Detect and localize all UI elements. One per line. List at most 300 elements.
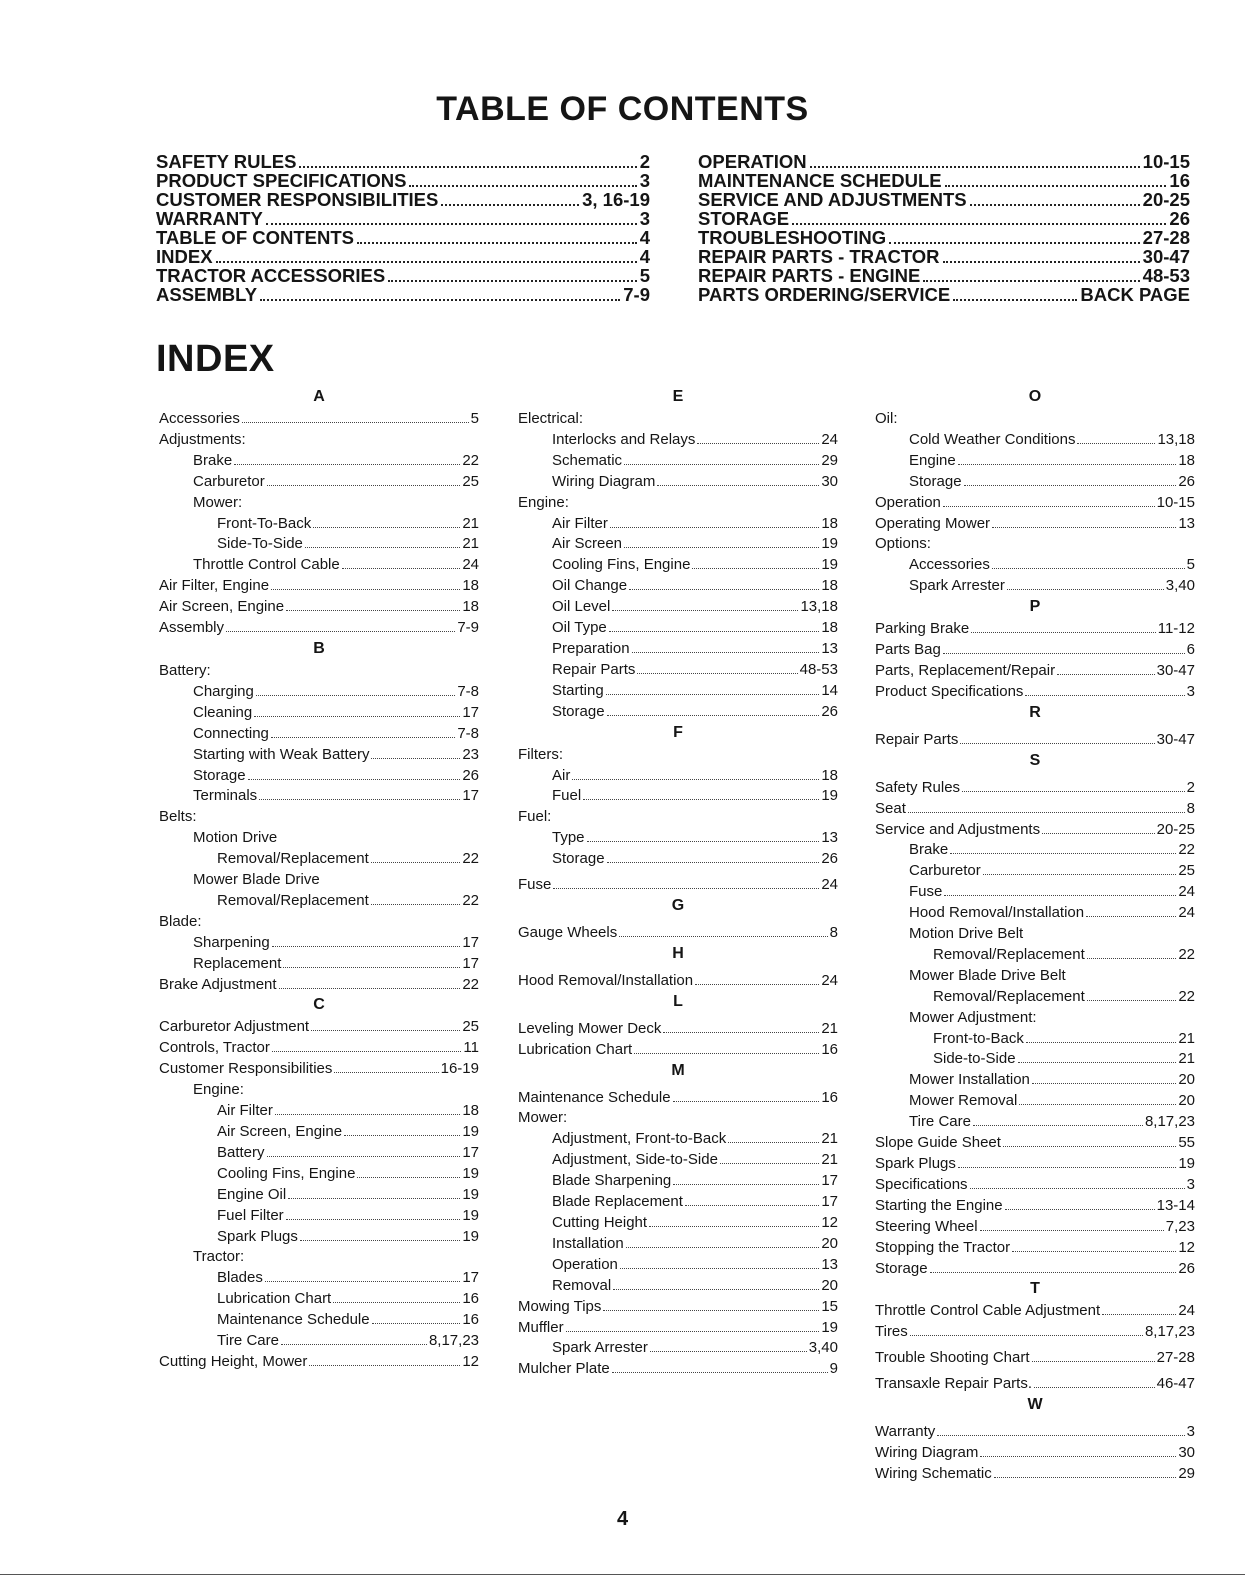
index-entry — [159, 1206, 479, 1227]
toc-entry — [156, 285, 650, 304]
dot-leader — [1034, 1387, 1155, 1388]
index-entry-label: Cooling Fins, Engine — [552, 556, 691, 574]
dot-leader — [657, 485, 819, 486]
dot-leader — [964, 485, 1177, 486]
index-entry-label: Carburetor — [193, 472, 265, 490]
index-entry-label: Removal/Replacement — [217, 850, 369, 868]
index-entry — [875, 1374, 1195, 1395]
dot-leader — [889, 242, 1140, 244]
index-entry-page: 25 — [462, 1018, 479, 1036]
index-entry — [159, 766, 479, 787]
index-entry — [159, 618, 479, 639]
toc-entry-label: REPAIR PARTS - ENGINE — [698, 265, 921, 286]
index-entry-label: Fuel: — [518, 808, 552, 826]
toc-entry — [156, 266, 650, 285]
index-entry-page: 18 — [1178, 451, 1195, 469]
dot-leader — [624, 464, 819, 465]
index-entry — [518, 828, 838, 849]
index-entry-label: Spark Plugs — [875, 1155, 956, 1172]
index-entry-page: 7-9 — [457, 619, 479, 637]
index-entry-label: Carburetor — [909, 862, 981, 880]
index-entry-page: 19 — [1178, 1155, 1195, 1172]
index-entry-label: Front-To-Back — [217, 514, 312, 532]
index-entry — [875, 840, 1195, 861]
index-entry-label: Product Specifications — [875, 682, 1024, 700]
dot-leader — [619, 936, 827, 937]
index-entry-page: 18 — [821, 766, 838, 784]
index-entry-label: Storage — [552, 850, 605, 868]
index-entry-label: Repair Parts — [552, 660, 636, 678]
dot-leader — [272, 1051, 462, 1052]
index-entry-page: 3 — [1186, 1423, 1195, 1441]
index-entry-page: 11-12 — [1157, 620, 1195, 638]
index-entry-page: 22 — [1178, 841, 1195, 859]
index-entry-label: Maintenance Schedule — [518, 1088, 671, 1106]
dot-leader — [607, 715, 820, 716]
index-entry-page: 20 — [821, 1276, 838, 1294]
dot-leader — [910, 1335, 1143, 1336]
index-entry-label: Stopping the Tractor — [875, 1238, 1011, 1256]
index-entry-label: Blade Replacement — [552, 1193, 683, 1211]
dot-leader — [566, 1331, 820, 1332]
index-entry — [518, 1088, 838, 1109]
index-entry — [518, 1276, 838, 1297]
index-entry — [875, 1091, 1195, 1112]
index-entry-page: 21 — [1178, 1050, 1195, 1068]
index-entry-label: Lubrication Chart — [217, 1290, 332, 1308]
index-column-1 — [159, 387, 479, 1373]
index-entry — [518, 849, 838, 870]
index-entry-page: 18 — [462, 1102, 479, 1120]
index-entry-page: 7-8 — [457, 724, 479, 742]
index-entry-label: Spark Arrester — [909, 577, 1005, 595]
index-entry-label: Electrical: — [518, 410, 584, 427]
index-entry-label: Storage — [193, 766, 246, 784]
dot-leader — [371, 904, 461, 905]
index-entry — [875, 1348, 1195, 1369]
dot-leader — [673, 1101, 820, 1102]
dot-leader — [908, 812, 1185, 813]
dot-leader — [300, 1240, 460, 1241]
index-entry — [875, 1008, 1195, 1029]
index-entry — [518, 1171, 838, 1192]
dot-leader — [357, 242, 637, 244]
index-entry-label: Tires — [875, 1323, 908, 1341]
index-entry — [875, 451, 1195, 472]
index-entry-page: 19 — [462, 1123, 479, 1140]
index-entry — [875, 820, 1195, 841]
index-entry-label: Throttle Control Cable Adjustment — [875, 1302, 1101, 1320]
index-entry-page: 17 — [462, 787, 479, 805]
index-entry-page: 19 — [462, 1227, 479, 1245]
toc-entry — [156, 209, 650, 228]
toc-entry-label: PARTS ORDERING/SERVICE — [698, 284, 951, 305]
index-entry — [875, 576, 1195, 597]
index-entry-label: Service and Adjustments — [875, 820, 1041, 838]
index-entry-page: 8 — [1186, 799, 1195, 817]
index-entry-page: 10-15 — [1156, 493, 1195, 511]
index-entry — [875, 555, 1195, 576]
dot-leader — [388, 280, 636, 282]
index-entry-page: 8,17,23 — [428, 1332, 479, 1350]
index-entry-label: Cleaning — [193, 703, 253, 721]
toc-entry — [698, 152, 1190, 171]
index-entry — [159, 472, 479, 493]
index-entry-label: Adjustment, Side-to-Side — [552, 1151, 718, 1169]
dot-leader — [606, 694, 820, 695]
index-letter-heading: S — [1029, 751, 1041, 769]
index-letter-heading: C — [313, 996, 325, 1014]
index-entry-label: Tire Care — [909, 1113, 971, 1131]
dot-leader — [1025, 695, 1184, 696]
index-entry-label: Fuse — [518, 876, 552, 894]
toc-entry-label: PRODUCT SPECIFICATIONS — [156, 170, 407, 191]
index-letter-heading: H — [672, 944, 684, 962]
index-entry — [518, 875, 838, 896]
index-entry-page: 22 — [1178, 945, 1195, 963]
index-entry — [875, 987, 1195, 1008]
toc-entry-page: 16 — [1169, 170, 1190, 191]
dot-leader — [1042, 833, 1155, 834]
index-entry-page: 29 — [821, 451, 838, 469]
index-entry-page: 21 — [1178, 1029, 1195, 1047]
index-entry-page: 13,18 — [800, 598, 838, 616]
dot-leader — [305, 547, 460, 548]
index-entry-page: 17 — [462, 1269, 479, 1287]
index-entry-label: Cooling Fins, Engine — [217, 1164, 356, 1182]
index-entry-page: 26 — [1178, 1259, 1195, 1277]
index-letter-heading: F — [673, 723, 683, 741]
index-entry-label: Parts, Replacement/Repair — [875, 661, 1056, 679]
index-entry-page: 30-47 — [1156, 730, 1195, 748]
toc-entry — [698, 247, 1190, 266]
dot-leader — [1012, 1251, 1176, 1252]
toc-entry-page: 7-9 — [623, 284, 650, 305]
index-entry-page: 19 — [821, 535, 838, 553]
index-entry — [875, 682, 1195, 703]
index-entry-label: Repair Parts — [875, 730, 959, 748]
index-entry — [518, 430, 838, 451]
dot-leader — [626, 1247, 820, 1248]
dot-leader — [309, 1365, 460, 1366]
index-entry — [875, 1217, 1195, 1238]
index-entry-label: Warranty — [875, 1423, 936, 1441]
index-entry-label: Tractor: — [193, 1248, 245, 1266]
index-entry-label: Motion Drive Belt — [909, 925, 1024, 943]
index-entry-page: 22 — [462, 891, 479, 909]
dot-leader — [697, 443, 819, 444]
index-entry — [518, 1255, 838, 1276]
dot-leader — [609, 631, 820, 632]
index-entry-label: Engine: — [518, 493, 569, 511]
toc-entry-label: MAINTENANCE SCHEDULE — [698, 170, 942, 191]
index-entry — [159, 1059, 479, 1080]
dot-leader — [950, 853, 1176, 854]
index-entry — [159, 1331, 479, 1352]
dot-leader — [992, 568, 1185, 569]
index-entry-page: 30 — [1178, 1443, 1195, 1461]
index-entry — [875, 778, 1195, 799]
index-entry-label: Seat — [875, 799, 906, 817]
index-entry — [159, 1247, 479, 1268]
dot-leader — [930, 1272, 1177, 1273]
dot-leader — [266, 223, 637, 225]
index-entry — [518, 745, 838, 766]
index-entry-label: Brake — [193, 451, 233, 469]
index-entry — [159, 1352, 479, 1373]
index-entry-page: 13-14 — [1156, 1196, 1195, 1214]
index-entry-page: 21 — [462, 514, 479, 532]
dot-leader — [992, 527, 1176, 528]
index-entry — [159, 1101, 479, 1122]
index-entry — [518, 971, 838, 992]
index-entry-label: Fuel — [552, 787, 582, 805]
page-number: 4 — [616, 1508, 629, 1530]
index-entry — [518, 1108, 838, 1129]
index-letter-heading: A — [313, 388, 325, 405]
index-entry-label: Mower Installation — [909, 1071, 1030, 1089]
dot-leader — [281, 1344, 427, 1345]
toc-right-column — [698, 152, 1190, 304]
dot-leader — [271, 589, 460, 590]
index-entry — [518, 681, 838, 702]
index-entry-page: 16 — [462, 1290, 479, 1308]
index-entry — [159, 1122, 479, 1143]
dot-leader — [299, 166, 636, 168]
index-entry-page: 8 — [829, 923, 838, 941]
index-entry — [518, 1019, 838, 1040]
dot-leader — [272, 946, 461, 947]
toc-entry — [698, 190, 1190, 209]
toc-entry-label: TRACTOR ACCESSORIES — [156, 265, 386, 286]
index-entry-label: Side-To-Side — [217, 535, 303, 553]
toc-entry — [698, 209, 1190, 228]
index-entry-page: 13 — [821, 829, 838, 847]
index-entry-label: Oil Change — [552, 577, 628, 595]
dot-leader — [610, 527, 819, 528]
index-entry-label: Steering Wheel — [875, 1217, 978, 1235]
index-entry — [875, 1443, 1195, 1464]
index-entry-label: Trouble Shooting Chart — [875, 1349, 1030, 1367]
dot-leader — [572, 779, 819, 780]
toc-entry-label: OPERATION — [698, 151, 807, 172]
index-entry-page: 18 — [821, 619, 838, 637]
index-entry — [159, 555, 479, 576]
index-entry-label: Mower Blade Drive Belt — [909, 966, 1066, 984]
index-entry-label: Lubrication Chart — [518, 1040, 633, 1058]
dot-leader — [267, 485, 461, 486]
index-entry — [875, 903, 1195, 924]
toc-entry-page: 30-47 — [1142, 246, 1190, 267]
dot-leader — [1087, 958, 1177, 959]
index-entry-page: 3 — [1186, 1175, 1195, 1193]
index-column-2 — [518, 387, 838, 1380]
index-entry — [159, 703, 479, 724]
index-entry-label: Blades — [217, 1269, 263, 1287]
index-entry-label: Blade: — [159, 912, 202, 930]
toc-entry — [156, 152, 650, 171]
index-entry — [518, 766, 838, 787]
dot-leader — [371, 758, 460, 759]
index-entry-label: Customer Responsibilities — [159, 1060, 333, 1078]
dot-leader — [980, 1230, 1164, 1231]
dot-leader — [971, 632, 1156, 633]
index-entry-page: 19 — [462, 1185, 479, 1203]
index-entry-page: 7,23 — [1165, 1217, 1195, 1235]
index-entry-label: Options: — [875, 535, 931, 553]
index-entry — [875, 882, 1195, 903]
toc-entry-page: 26 — [1169, 208, 1190, 229]
index-entry-page: 9 — [829, 1360, 838, 1378]
dot-leader — [1087, 1000, 1177, 1001]
dot-leader — [333, 1302, 460, 1303]
toc-entry — [156, 247, 650, 266]
index-entry-label: Blade Sharpening — [552, 1172, 672, 1190]
dot-leader — [962, 791, 1185, 792]
toc-entry-page: 4 — [639, 246, 650, 267]
dot-leader — [970, 1188, 1185, 1189]
index-entry — [875, 730, 1195, 751]
index-entry-label: Specifications — [875, 1175, 968, 1193]
index-entry-page: 19 — [821, 556, 838, 574]
index-entry-label: Oil: — [875, 410, 898, 427]
index-entry — [159, 1268, 479, 1289]
toc-entry-label: TROUBLESHOOTING — [698, 227, 887, 248]
index-entry-page: 17 — [462, 1143, 479, 1161]
toc-entry — [156, 171, 650, 190]
index-entry-label: Battery: — [159, 661, 211, 679]
toc-entry-label: TABLE OF CONTENTS — [156, 227, 355, 248]
toc-entry — [156, 228, 650, 247]
dot-leader — [216, 261, 637, 263]
index-entry — [875, 1133, 1195, 1154]
index-letter-heading: M — [671, 1061, 685, 1079]
index-entry — [875, 1238, 1195, 1259]
dot-leader — [372, 1323, 461, 1324]
dot-leader — [1007, 589, 1164, 590]
index-entry-label: Maintenance Schedule — [217, 1311, 370, 1329]
index-entry — [518, 1192, 838, 1213]
dot-leader — [234, 464, 460, 465]
index-entry — [875, 534, 1195, 555]
index-entry-page: 19 — [821, 1318, 838, 1336]
index-entry-label: Transaxle Repair Parts. — [875, 1375, 1033, 1393]
index-entry-label: Muffler — [518, 1318, 564, 1336]
index-entry-page: 16 — [821, 1040, 838, 1058]
index-entry — [159, 597, 479, 618]
toc-entry-page: 3 — [639, 170, 650, 191]
index-entry — [875, 1112, 1195, 1133]
index-entry — [518, 1359, 838, 1380]
dot-leader — [344, 1135, 460, 1136]
toc-entry — [698, 285, 1190, 304]
dot-leader — [612, 610, 798, 611]
dot-leader — [620, 1268, 819, 1269]
index-entry — [159, 661, 479, 682]
dot-leader — [603, 1310, 819, 1311]
index-entry-label: Storage — [552, 702, 605, 720]
index-entry-page: 22 — [1178, 987, 1195, 1005]
index-entry-page: 12 — [821, 1214, 838, 1231]
index-entry-label: Starting with Weak Battery — [193, 745, 370, 763]
index-entry-label: Slope Guide Sheet — [875, 1134, 1001, 1152]
index-entry — [159, 745, 479, 766]
index-entry-page: 17 — [821, 1193, 838, 1211]
index-entry — [875, 430, 1195, 451]
dot-leader — [923, 280, 1139, 282]
toc-entry-label: INDEX — [156, 246, 213, 267]
dot-leader — [720, 1163, 819, 1164]
toc-entry-page: 27-28 — [1142, 227, 1190, 248]
index-entry-page: 18 — [462, 598, 479, 616]
index-entry-label: Leveling Mower Deck — [518, 1019, 662, 1037]
index-entry-label: Installation — [552, 1234, 624, 1252]
dot-leader — [958, 464, 1177, 465]
dot-leader — [728, 1142, 819, 1143]
index-entry-page: 22 — [462, 850, 479, 868]
index-entry-label: Carburetor Adjustment — [159, 1018, 310, 1036]
index-entry-page: 24 — [821, 971, 838, 989]
index-letter-heading: W — [1027, 1396, 1043, 1414]
toc-entry-page: 2 — [639, 151, 650, 172]
index-entry — [875, 1196, 1195, 1217]
index-entry-label: Brake — [909, 841, 949, 859]
index-entry — [518, 1040, 838, 1061]
toc-entry-label: CUSTOMER RESPONSIBILITIES — [156, 189, 439, 210]
index-entry — [159, 682, 479, 703]
index-entry-label: Sharpening — [193, 933, 270, 951]
index-entry — [875, 861, 1195, 882]
index-entry-page: 17 — [462, 954, 479, 972]
toc-entry-page: 5 — [639, 265, 650, 286]
index-entry-page: 27-28 — [1156, 1349, 1195, 1367]
index-entry-page: 21 — [821, 1019, 838, 1037]
dot-leader — [409, 185, 636, 187]
dot-leader — [1086, 916, 1176, 917]
index-entry — [159, 1227, 479, 1248]
index-entry-label: Mulcher Plate — [518, 1360, 610, 1378]
index-letter-heading: B — [313, 639, 325, 657]
index-letter-heading: T — [1030, 1280, 1040, 1298]
index-entry-page: 18 — [821, 577, 838, 595]
dot-leader — [943, 653, 1185, 654]
dot-leader — [242, 422, 469, 423]
index-entry-page: 19 — [462, 1206, 479, 1224]
index-entry-page: 22 — [462, 451, 479, 469]
toc-title: TABLE OF CONTENTS — [436, 90, 809, 128]
dot-leader — [283, 967, 460, 968]
index-entry-page: 21 — [462, 535, 479, 553]
index-entry — [875, 661, 1195, 682]
index-entry-page: 30 — [821, 472, 838, 490]
index-entry — [875, 640, 1195, 661]
index-entry — [159, 786, 479, 807]
index-entry — [159, 891, 479, 912]
index-entry — [518, 786, 838, 807]
index-entry-label: Starting — [552, 681, 604, 699]
toc-left-column — [156, 152, 650, 304]
index-entry-label: Side-to-Side — [933, 1050, 1016, 1068]
index-entry-page: 3,40 — [1165, 577, 1195, 595]
toc-entry-page: 3 — [639, 208, 650, 229]
index-entry — [159, 1080, 479, 1101]
index-entry-page: 26 — [821, 850, 838, 868]
index-entry — [159, 430, 479, 451]
toc-entry-label: SAFETY RULES — [156, 151, 297, 172]
index-entry-label: Mower Blade Drive — [193, 871, 320, 889]
index-entry-label: Air Filter, Engine — [159, 577, 270, 595]
index-entry-label: Adjustments: — [159, 430, 246, 448]
